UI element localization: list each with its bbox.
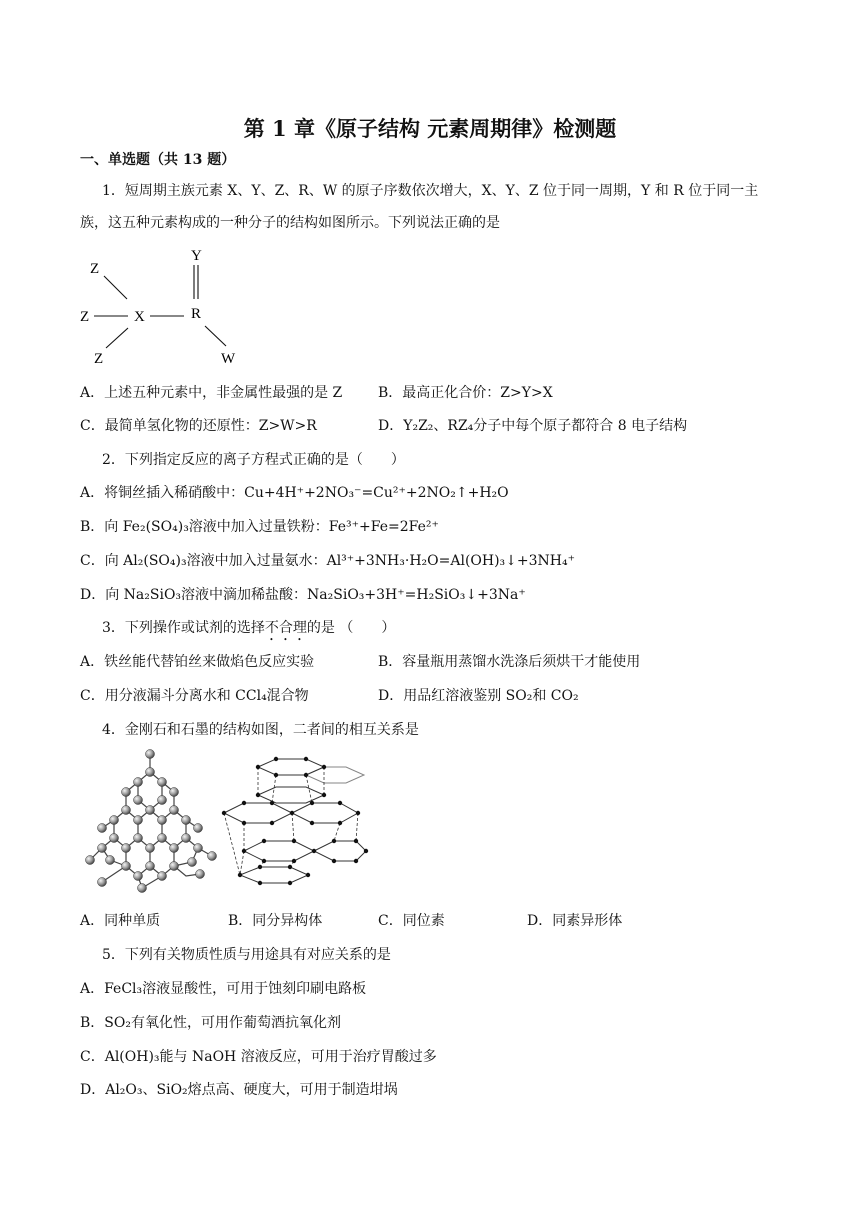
q2-option-c: C．向 Al₂(SO₄)₃溶液中加入过量氨水：Al³⁺+3NH₃·H₂O=Al(OH)₃↓+3NH₄⁺: [80, 553, 575, 569]
graphite-structure-diagram: [220, 755, 370, 889]
q1-option-b: B．最高正化合价：Z>Y>X: [378, 385, 553, 401]
atom-z-left: Z: [80, 309, 90, 325]
q1-stem-line1: 1．短周期主族元素 X、Y、Z、R、W 的原子序数依次增大，X、Y、Z 位于同一周期，Y 和 R 位于同一主: [102, 183, 759, 199]
bond-r-w: [205, 326, 226, 346]
q1-option-a: A．上述五种元素中，非金属性最强的是 Z: [80, 385, 343, 401]
q2-option-b: B．向 Fe₂(SO₄)₃溶液中加入过量铁粉：Fe³⁺+Fe=2Fe²⁺: [80, 519, 439, 535]
section-heading: 一、单选题（共 13 题）: [80, 152, 236, 168]
q5-option-a: A．FeCl₃溶液显酸性，可用于蚀刻印刷电路板: [80, 981, 367, 997]
q3-stem-pre: 3．下列操作或试剂的选择: [102, 620, 265, 636]
molecule-structure-diagram: [70, 244, 260, 370]
q3-option-a: A．铁丝能代替铂丝来做焰色反应实验: [80, 654, 315, 670]
atom-r: R: [191, 306, 202, 322]
q4-stem: 4．金刚石和石墨的结构如图，二者间的相互关系是: [102, 722, 419, 738]
q5-stem: 5．下列有关物质性质与用途具有对应关系的是: [102, 947, 391, 963]
q3-option-d: D．用品红溶液鉴别 SO₂和 CO₂: [378, 688, 579, 704]
q2-option-a: A．将铜丝插入稀硝酸中：Cu+4H⁺+2NO₃⁻=Cu²⁺+2NO₂↑+H₂O: [80, 485, 509, 501]
q5-option-b: B．SO₂有氧化性，可用作葡萄酒抗氧化剂: [80, 1015, 341, 1031]
q3-stem: [102, 619, 395, 644]
q4-option-a: A．同种单质: [80, 913, 161, 929]
q3-stem-emphasis: 不合理: [264, 620, 307, 636]
atom-z-bottom: Z: [94, 351, 104, 367]
q2-stem: 2．下列指定反应的离子方程式正确的是（ ）: [102, 452, 405, 468]
q5-option-d: D．Al₂O₃、SiO₂熔点高、硬度大，可用于制造坩埚: [80, 1082, 398, 1098]
page-title: 第 1 章《原子结构 元素周期律》检测题: [243, 116, 617, 141]
q1-stem-line2: 族，这五种元素构成的一种分子的结构如图所示。下列说法正确的是: [80, 215, 500, 231]
atom-z-top: Z: [90, 261, 100, 277]
bond-x-z-bottom: [106, 328, 128, 348]
q3-option-b: B．容量瓶用蒸馏水洗涤后须烘干才能使用: [378, 654, 641, 670]
q3-option-c: C．用分液漏斗分离水和 CCl₄混合物: [80, 688, 309, 704]
q5-option-c: C．Al(OH)₃能与 NaOH 溶液反应，可用于治疗胃酸过多: [80, 1049, 437, 1065]
q4-option-d: D．同素异形体: [527, 913, 623, 929]
bond-z-x-top: [104, 276, 127, 299]
q1-option-d: D．Y₂Z₂、RZ₄分子中每个原子都符合 8 电子结构: [378, 418, 688, 434]
atom-w: W: [221, 351, 236, 367]
q4-option-b: B．同分异构体: [228, 913, 323, 929]
q4-option-c: C．同位素: [378, 913, 445, 929]
q2-option-d: D．向 Na₂SiO₃溶液中滴加稀盐酸：Na₂SiO₃+3H⁺=H₂SiO₃↓+3Na⁺: [80, 587, 526, 603]
atom-y: Y: [191, 248, 202, 264]
q3-stem-post: 的是 （ ）: [306, 620, 396, 636]
atom-x: X: [134, 309, 145, 325]
q1-option-c: C．最简单氢化物的还原性：Z>W>R: [80, 418, 317, 434]
diamond-structure-diagram: [80, 748, 220, 896]
